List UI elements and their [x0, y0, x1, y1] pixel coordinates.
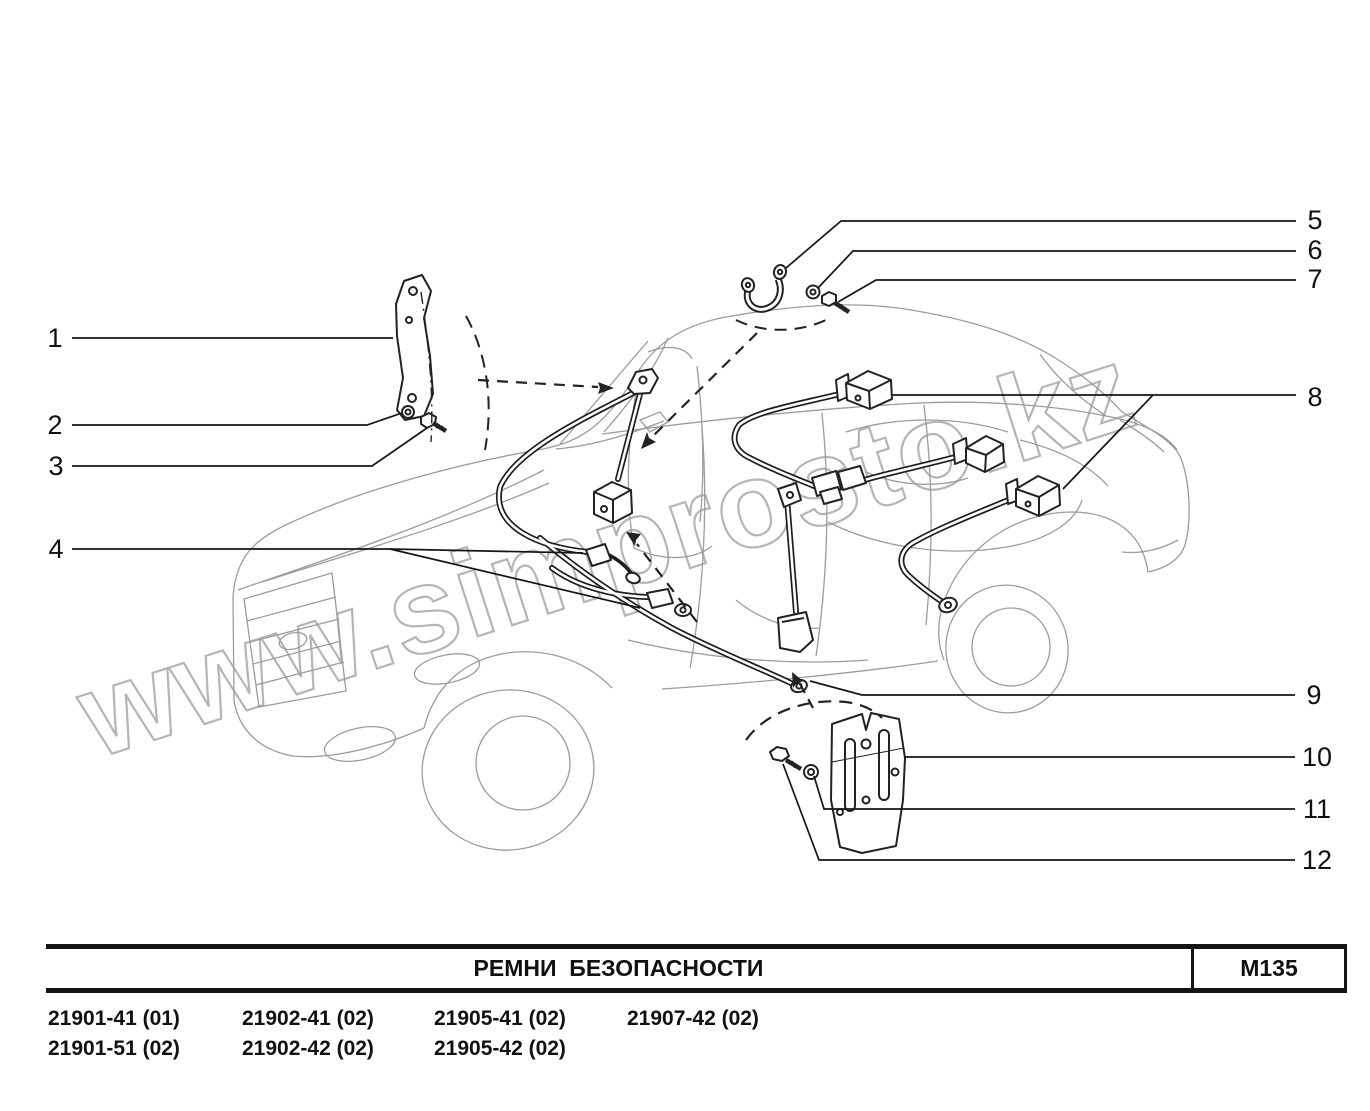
front-seat-headrest — [648, 348, 692, 359]
leader-line-4 — [72, 549, 640, 608]
seat-belt-webbing — [499, 390, 1018, 685]
rear-wheel-arch — [939, 512, 1148, 660]
rear-right-retractor-bolt — [1026, 502, 1031, 507]
callout-11: 11 — [1302, 794, 1332, 824]
bracket-10-slot-right — [879, 730, 889, 800]
callout-12: 12 — [1301, 845, 1333, 875]
fog-light — [321, 721, 398, 767]
part-number: 21901-51 (02) — [48, 1037, 180, 1060]
bracket-hole-top — [409, 287, 417, 295]
bracket-10-hole-d — [837, 809, 843, 815]
footer-top-rule — [46, 944, 1347, 949]
rear-bumper-crease — [1122, 540, 1178, 553]
leader-line-3 — [72, 428, 427, 466]
rear-right-anchor-hole — [945, 602, 951, 608]
part-number: 21907-42 (02) — [627, 1007, 759, 1030]
front-belt-end-eye — [625, 571, 642, 585]
callout-6: 6 — [1307, 235, 1323, 265]
leader-lines — [72, 221, 1296, 860]
callout-3: 3 — [48, 451, 64, 481]
rear-buckle-b — [838, 466, 866, 490]
car-outline — [233, 305, 1189, 863]
leader-line-2 — [72, 413, 402, 425]
rear-left-retractor-bolt — [856, 396, 861, 401]
rear-wheel — [934, 574, 1080, 725]
anchor-bracket-part-10 — [831, 713, 905, 853]
detail-arc-bracket-1 — [466, 316, 489, 450]
grille-slats — [247, 597, 344, 685]
front-lap-anchor-hole — [680, 607, 685, 612]
callout-10: 10 — [1301, 742, 1333, 772]
front-top-anchor-bolt — [640, 377, 647, 384]
sheet-title: РЕМНИ БЕЗОПАСНОСТИ — [473, 955, 764, 981]
guide-eye-left-hole — [746, 283, 750, 287]
watermark: www.simprosto.kz — [62, 318, 1151, 784]
sheet-code: M135 — [1240, 955, 1298, 981]
bracket-hole-bottom — [408, 394, 416, 402]
front-belt-adjuster — [586, 544, 611, 566]
washer-part-6-hole — [811, 290, 816, 295]
center-top-anchor-bolt — [787, 492, 793, 498]
bolt-part-12-head — [770, 747, 789, 761]
leader-line-8 — [892, 395, 1296, 489]
rear-wheel-rim — [972, 608, 1050, 686]
dashed-annotations — [421, 292, 882, 740]
guide-eye-right-hole — [778, 270, 782, 274]
part-number: 21901-41 (01) — [48, 1007, 180, 1030]
callout-7: 7 — [1307, 264, 1323, 294]
bracket-10-hole-c — [863, 797, 870, 804]
rear-door-seam — [816, 413, 827, 656]
callout-1: 1 — [47, 323, 63, 353]
leader-line-6 — [818, 251, 1296, 288]
footer-bottom-rule — [46, 988, 1347, 993]
front-lap-buckle — [647, 589, 673, 608]
callout-4: 4 — [48, 534, 64, 564]
center-belt-buckle — [778, 612, 813, 652]
screw-part-7-head — [822, 292, 836, 306]
detail-arrow-1-line — [478, 380, 598, 387]
detail-arrow-5-head — [641, 432, 656, 449]
leader-line-7 — [838, 280, 1296, 302]
floor-line — [628, 640, 868, 662]
part-number: 21905-41 (02) — [434, 1007, 566, 1030]
callout-2: 2 — [47, 410, 63, 440]
front-bumper — [233, 597, 424, 757]
callout-5: 5 — [1307, 205, 1323, 235]
fastener-parts — [396, 264, 905, 853]
detail-arc-guide-5 — [736, 320, 826, 330]
car-silhouette — [233, 305, 1189, 597]
bolt-part-12-shaft — [786, 760, 801, 769]
front-retractor-bolt — [601, 506, 607, 512]
screw-part-3-shaft — [433, 423, 446, 431]
washer-part-2-hole — [406, 410, 411, 415]
part-number: 21902-41 (02) — [242, 1007, 374, 1030]
bracket-hole-middle — [406, 317, 412, 323]
headlight — [412, 649, 482, 689]
bracket-10-hole-b — [892, 769, 899, 776]
bracket-10-hole-a — [862, 740, 871, 749]
callout-9: 9 — [1306, 680, 1322, 710]
part-number: 21902-42 (02) — [242, 1037, 374, 1060]
bracket-10-slot-left — [845, 739, 855, 811]
front-belt-loop — [499, 391, 637, 552]
callout-8: 8 — [1307, 382, 1323, 412]
leader-line-5 — [786, 221, 1296, 268]
front-wheel-rim — [476, 716, 570, 810]
washer-part-11-hole — [808, 769, 814, 775]
front-wheel — [411, 678, 606, 863]
part-number: 21905-42 (02) — [434, 1037, 566, 1060]
